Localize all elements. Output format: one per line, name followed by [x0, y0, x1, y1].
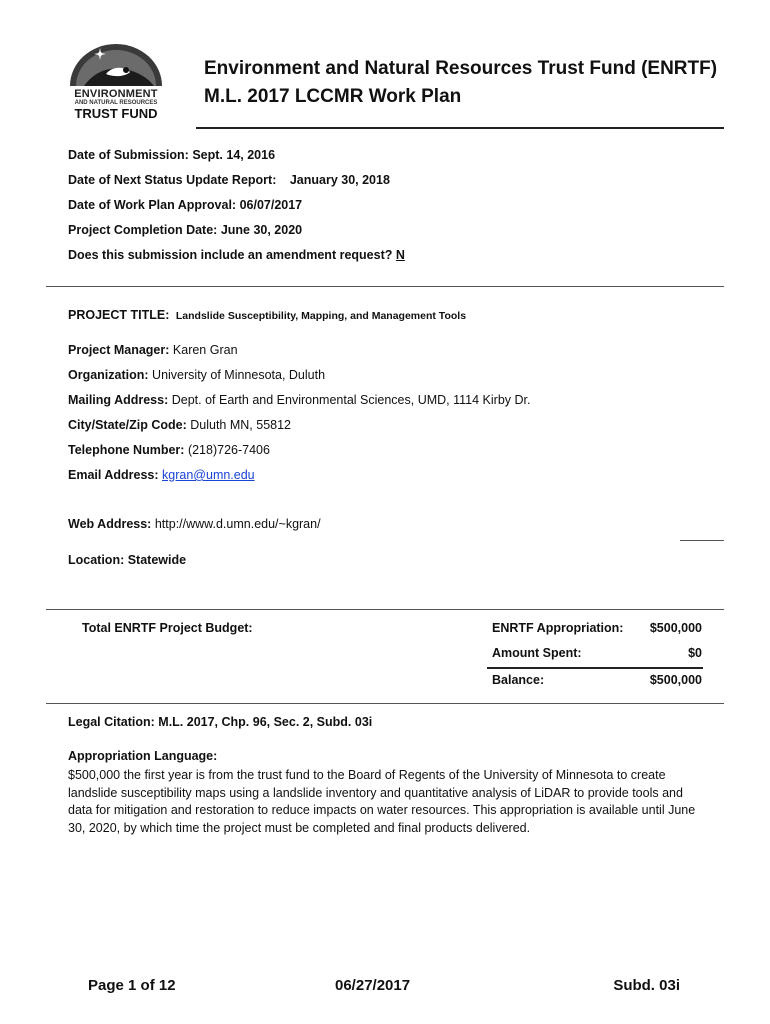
balance-label: Balance:	[492, 673, 545, 687]
web-address-label: Web Address:	[68, 517, 152, 531]
organization-row	[68, 368, 325, 382]
approval-date-label: Date of Work Plan Approval:	[68, 198, 237, 212]
balance-divider	[487, 667, 703, 669]
organization-label: Organization:	[68, 368, 149, 382]
location: Location: Statewide	[68, 553, 187, 567]
email-label: Email Address:	[68, 468, 159, 482]
organization-value: University of Minnesota, Duluth	[152, 368, 326, 382]
appropriation-value: $500,000	[649, 621, 702, 635]
project-title-value: Landslide Susceptibility, Mapping, and Management Tools	[175, 310, 467, 322]
amendment-row	[68, 248, 405, 262]
logo-text-environment: ENVIRONMENT	[74, 88, 158, 100]
logo-text-natural-resources: AND NATURAL RESOURCES	[74, 100, 158, 106]
mailing-address-row	[68, 393, 530, 407]
amount-spent-label: Amount Spent:	[492, 646, 582, 660]
project-manager-value: Karen Gran	[172, 343, 238, 357]
mailing-address-label: Mailing Address:	[68, 393, 169, 407]
city-state-zip-label: City/State/Zip Code:	[68, 418, 187, 432]
header-divider	[196, 127, 724, 129]
total-budget-label: Total ENRTF Project Budget:	[82, 621, 253, 635]
approval-date-value: 06/07/2017	[239, 198, 303, 212]
appropriation-paragraph: $500,000 the first year is from the trust fund to the Board of Regents of the University of Minnesota to create landslide susceptibility maps using a landslide inventory and quantitative analysis of LiDAR to provide tools and data for mitigation and restoration to reduce impacts on water resources. This appropriation is available until June 30, 2020, by which time the project must be completed and final products delivered.	[68, 768, 696, 835]
project-manager-row	[68, 343, 238, 357]
project-title-row	[68, 308, 466, 322]
logo-text-trust-fund: TRUST FUND	[74, 106, 158, 121]
completion-date-label: Project Completion Date:	[68, 223, 218, 237]
section-divider	[46, 286, 724, 287]
next-status-value: January 30, 2018	[289, 173, 390, 187]
telephone-row	[68, 443, 270, 457]
budget-divider-top	[46, 609, 724, 610]
document-title: Environment and Natural Resources Trust Fund (ENRTF)	[204, 58, 718, 79]
project-manager-label: Project Manager:	[68, 343, 170, 357]
budget-divider-bottom	[46, 703, 724, 704]
next-status-label: Date of Next Status Update Report:	[68, 173, 277, 187]
telephone-label: Telephone Number:	[68, 443, 185, 457]
amendment-label: Does this submission include an amendment request?	[68, 248, 393, 262]
amount-spent-value: $0	[688, 646, 702, 660]
legal-citation: Legal Citation: M.L. 2017, Chp. 96, Sec. 2, Subd. 03i	[68, 715, 373, 729]
web-divider	[680, 540, 724, 541]
amendment-value: N	[395, 248, 405, 262]
project-title-label: PROJECT TITLE:	[68, 308, 170, 322]
appropriation-label: ENRTF Appropriation:	[492, 621, 624, 635]
web-address-row	[68, 517, 321, 531]
city-state-zip-value: Duluth MN, 55812	[190, 418, 292, 432]
completion-date-row	[68, 223, 302, 237]
loon-emblem-icon	[66, 40, 166, 90]
footer-date: 06/27/2017	[335, 977, 411, 994]
mailing-address-value: Dept. of Earth and Environmental Sciences, UMD, 1114 Kirby Dr.	[171, 393, 531, 407]
approval-date-row	[68, 198, 302, 212]
web-address-value: http://www.d.umn.edu/~kgran/	[154, 517, 321, 531]
submission-date-label: Date of Submission:	[68, 148, 189, 162]
submission-date-row	[68, 148, 275, 162]
balance-value: $500,000	[649, 673, 702, 687]
appropriation-heading: Appropriation Language:	[68, 749, 218, 763]
next-status-row	[68, 173, 390, 187]
email-link[interactable]: kgran@umn.edu	[162, 468, 255, 482]
completion-date-value: June 30, 2020	[220, 223, 303, 237]
telephone-value: (218)726-7406	[187, 443, 270, 457]
enrtf-logo	[66, 40, 166, 120]
submission-date-value: Sept. 14, 2016	[192, 148, 276, 162]
city-state-zip-row	[68, 418, 291, 432]
footer-page-number: Page 1 of 12	[88, 977, 176, 994]
email-row	[68, 468, 255, 482]
document-subtitle: M.L. 2017 LCCMR Work Plan	[204, 86, 462, 107]
footer-subd: Subd. 03i	[613, 977, 680, 994]
